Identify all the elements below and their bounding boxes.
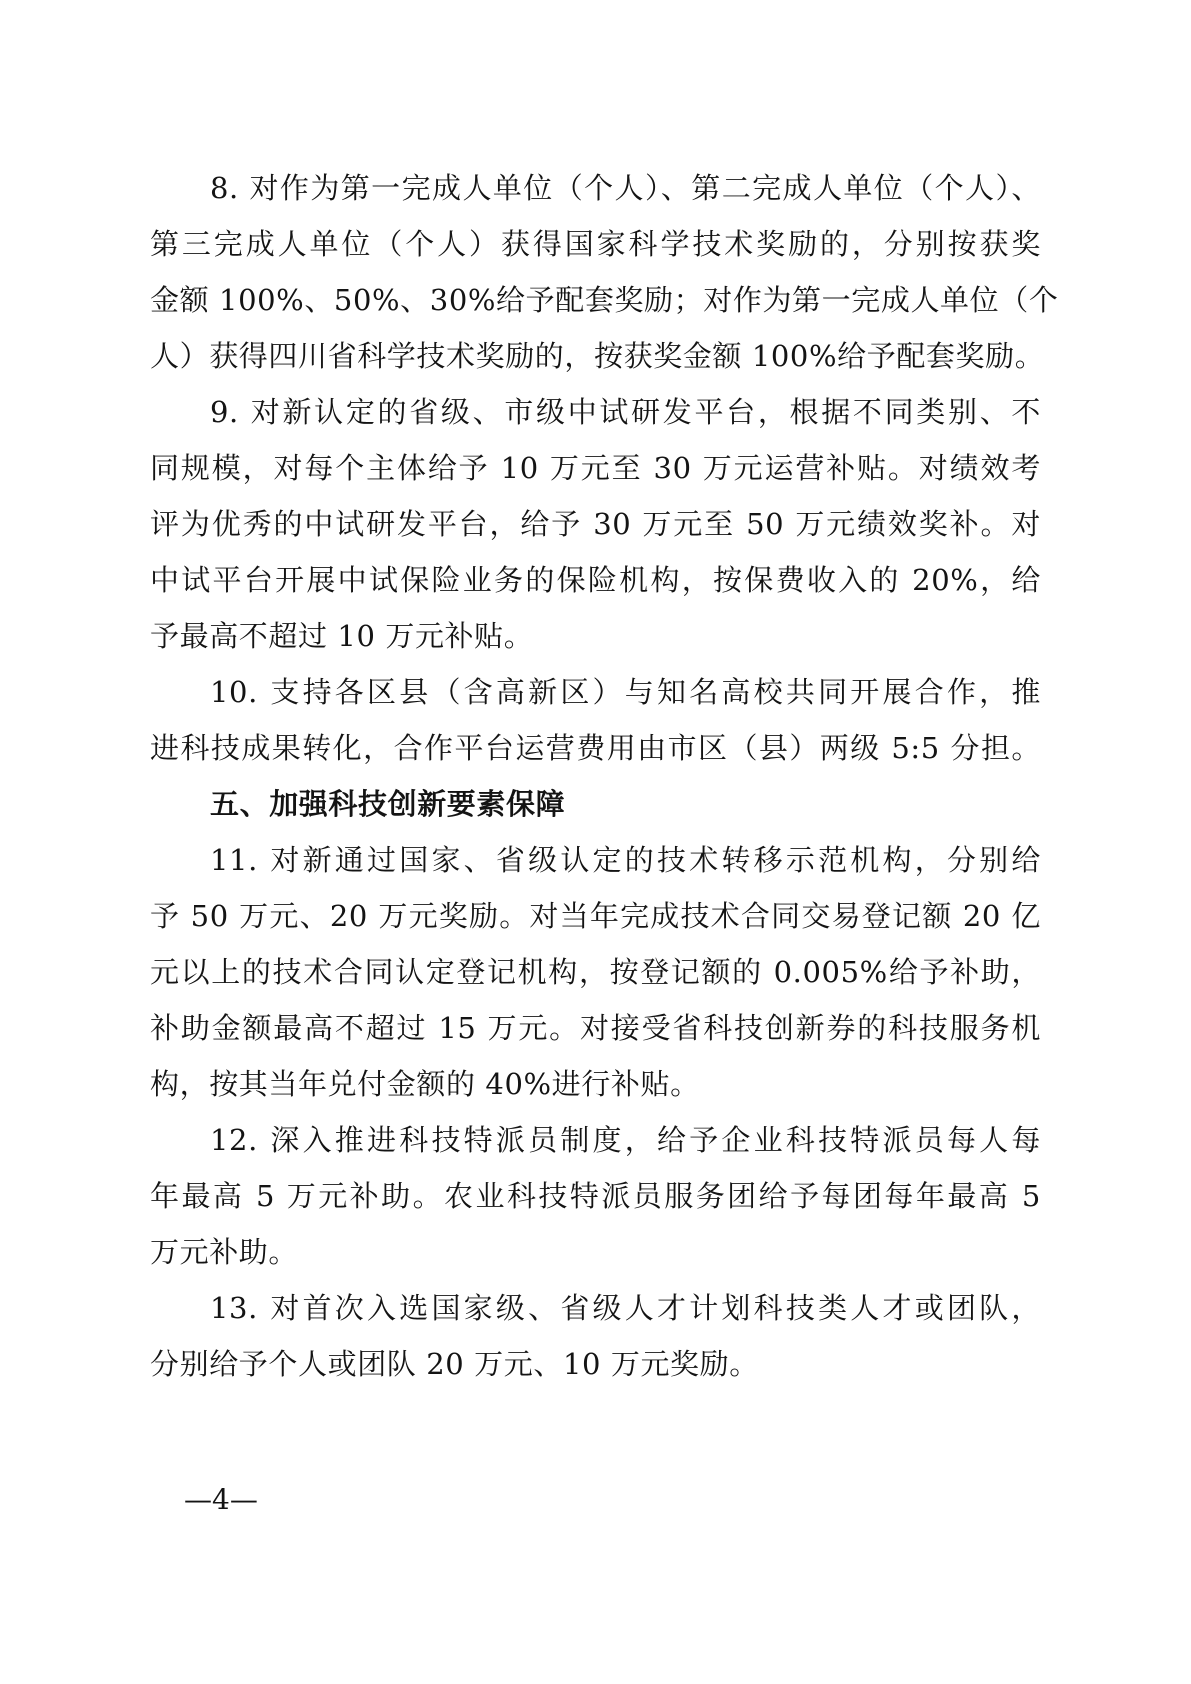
item-13-line-2: 分别给予个人或团队 20 万元、10 万元奖励。	[150, 1347, 759, 1381]
item-8-line-2: 第三完成人单位（个人）获得国家科学技术奖励的，分别按获奖	[150, 227, 1041, 261]
item-12-line-2: 年最高 5 万元补助。农业科技特派员服务团给予每团每年最高 5	[150, 1179, 1041, 1213]
item-8-line-3: 金额 100%、50%、30%给予配套奖励；对作为第一完成人单位（个	[150, 283, 1059, 317]
item-10-line-2: 进科技成果转化，合作平台运营费用由市区（县）两级 5:5 分担。	[150, 731, 1041, 765]
item-9-line-4: 中试平台开展中试保险业务的保险机构，按保费收入的 20%，给	[150, 563, 1041, 597]
page-number: —4—	[184, 1483, 258, 1516]
item-8-line-1: 8. 对作为第一完成人单位（个人）、第二完成人单位（个人）、	[210, 171, 1041, 205]
item-12-line-1: 12. 深入推进科技特派员制度，给予企业科技特派员每人每	[210, 1123, 1041, 1157]
item-9-line-1: 9. 对新认定的省级、市级中试研发平台，根据不同类别、不	[210, 395, 1041, 429]
item-8-line-4: 人）获得四川省科学技术奖励的，按获奖金额 100%给予配套奖励。	[150, 339, 1045, 373]
item-11-line-4: 补助金额最高不超过 15 万元。对接受省科技创新券的科技服务机	[150, 1011, 1041, 1045]
item-11-line-2: 予 50 万元、20 万元奖励。对当年完成技术合同交易登记额 20 亿	[150, 899, 1041, 933]
item-11-line-5: 构，按其当年兑付金额的 40%进行补贴。	[150, 1067, 700, 1101]
item-9-line-3: 评为优秀的中试研发平台，给予 30 万元至 50 万元绩效奖补。对	[150, 507, 1041, 541]
item-10-line-1: 10. 支持各区县（含高新区）与知名高校共同开展合作，推	[210, 675, 1041, 709]
item-9-line-5: 予最高不超过 10 万元补贴。	[150, 619, 534, 653]
section-heading: 五、加强科技创新要素保障	[210, 787, 566, 821]
item-13-line-1: 13. 对首次入选国家级、省级人才计划科技类人才或团队，	[210, 1291, 1041, 1325]
item-11-line-1: 11. 对新通过国家、省级认定的技术转移示范机构，分别给	[210, 843, 1041, 877]
item-9-line-2: 同规模，对每个主体给予 10 万元至 30 万元运营补贴。对绩效考	[150, 451, 1041, 485]
item-12-line-3: 万元补助。	[150, 1235, 299, 1269]
item-11-line-3: 元以上的技术合同认定登记机构，按登记额的 0.005%给予补助，	[150, 955, 1041, 989]
